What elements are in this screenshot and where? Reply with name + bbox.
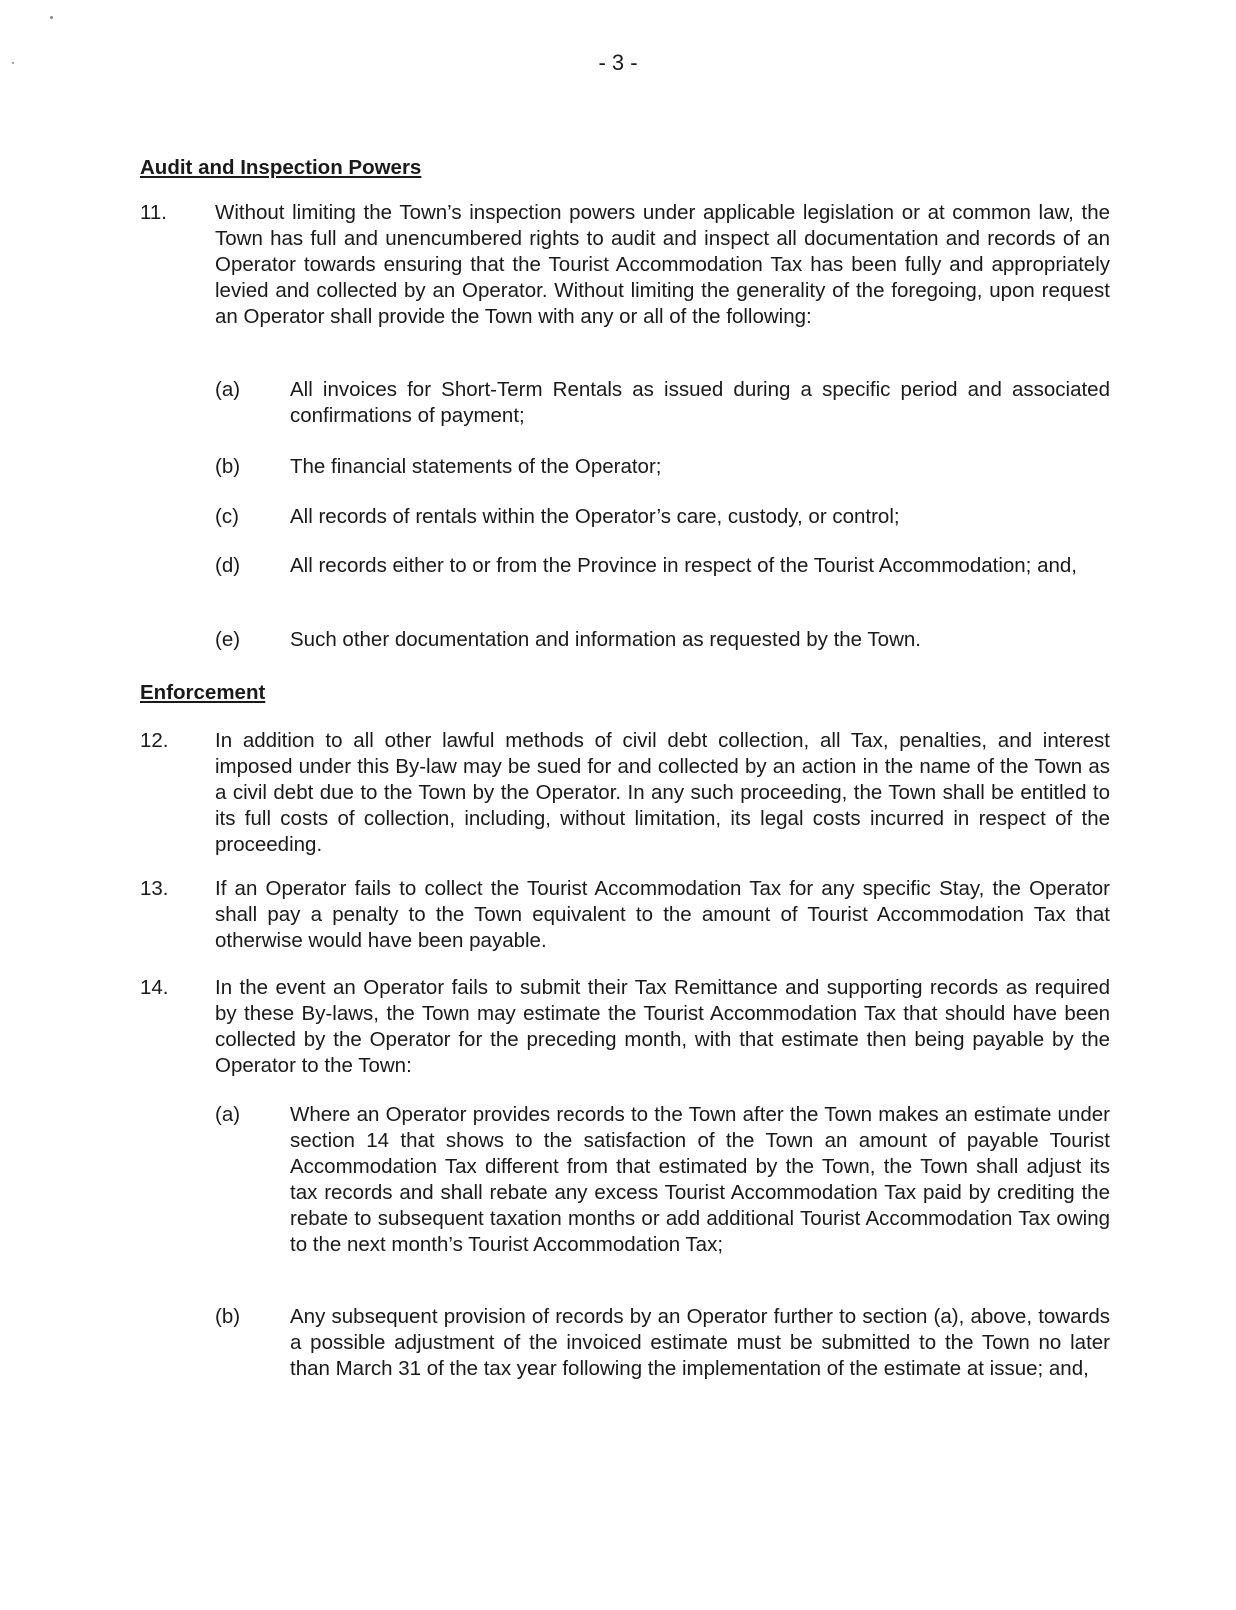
item-text: The financial statements of the Operator;: [290, 455, 662, 478]
item-label: (d): [215, 554, 241, 577]
clause-11-item-b: [215, 454, 1110, 480]
clause-12: [140, 728, 1110, 858]
clause-number: 14.: [140, 976, 169, 999]
item-label: (b): [215, 455, 241, 478]
item-text: All records either to or from the Province in respect of the Tourist Accommodation; and,: [290, 554, 1077, 577]
item-text: Where an Operator provides records to the Town after the Town makes an estimate under section 14 that shows to the satisfaction of the Town an amount of payable Tourist Accommodation Tax different from that estimated by the Town, the Town shall adjust its tax records and shall rebate any excess Tourist Accommodation Tax paid by crediting the rebate to subsequent taxation months or add additional Tourist Accommodation Tax owing to the next month’s Tourist Accommodation Tax;: [290, 1103, 1110, 1256]
clause-number: 11.: [140, 201, 167, 224]
item-text: Such other documentation and information as requested by the Town.: [290, 628, 921, 651]
clause-11-item-e: [215, 627, 1110, 653]
section-heading-audit: Audit and Inspection Powers: [140, 156, 422, 179]
item-label: (a): [215, 1103, 241, 1126]
clause-11-item-d: [215, 553, 1110, 579]
page-number: - 3 -: [598, 50, 638, 75]
scan-speck: [50, 16, 53, 19]
section-heading-enforcement: Enforcement: [140, 681, 266, 704]
clause-text: In addition to all other lawful methods of civil debt collection, all Tax, penalties, and interest imposed under this By-law may be sued for and collected by an action in the name of the Town as a civil debt due to the Town by the Operator. In any such proceeding, the Town shall be entitled to its full costs of collection, including, without limitation, its legal costs incurred in respect of the proceeding.: [215, 729, 1110, 856]
item-text: All records of rentals within the Operator’s care, custody, or control;: [290, 505, 900, 528]
clause-number: 12.: [140, 729, 169, 752]
clause-14-item-b: [215, 1304, 1110, 1382]
item-label: (a): [215, 378, 241, 401]
item-text: All invoices for Short-Term Rentals as issued during a specific period and associated confirmations of payment;: [290, 378, 1110, 427]
item-label: (c): [215, 505, 239, 528]
clause-14: [140, 975, 1110, 1079]
item-label: (b): [215, 1305, 241, 1328]
clause-text: In the event an Operator fails to submit their Tax Remittance and supporting records as required by these By-laws, the Town may estimate the Tourist Accommodation Tax that should have been collected by the Operator for the preceding month, with that estimate then being payable by the Operator to the Town:: [215, 976, 1110, 1077]
item-label: (e): [215, 628, 241, 651]
clause-11-item-c: [215, 504, 1110, 530]
clause-14-item-a: [215, 1102, 1110, 1258]
clause-13: [140, 876, 1110, 954]
clause-text: Without limiting the Town’s inspection powers under applicable legislation or at common law, the Town has full and unencumbered rights to audit and inspect all documentation and records of an Operator towards ensuring that the Tourist Accommodation Tax has been fully and appropriately levied and collected by an Operator. Without limiting the generality of the foregoing, upon request an Operator shall provide the Town with any or all of the following:: [215, 201, 1110, 328]
item-text: Any subsequent provision of records by an Operator further to section (a), above, towards a possible adjustment of the invoiced estimate must be submitted to the Town no later than March 31 of the tax year following the implementation of the estimate at issue; and,: [290, 1305, 1110, 1380]
clause-11: [140, 200, 1110, 330]
clause-11-item-a: [215, 377, 1110, 429]
clause-text: If an Operator fails to collect the Tourist Accommodation Tax for any specific Stay, the Operator shall pay a penalty to the Town equivalent to the amount of Tourist Accommodation Tax that otherwise would have been payable.: [215, 877, 1110, 952]
clause-number: 13.: [140, 877, 169, 900]
